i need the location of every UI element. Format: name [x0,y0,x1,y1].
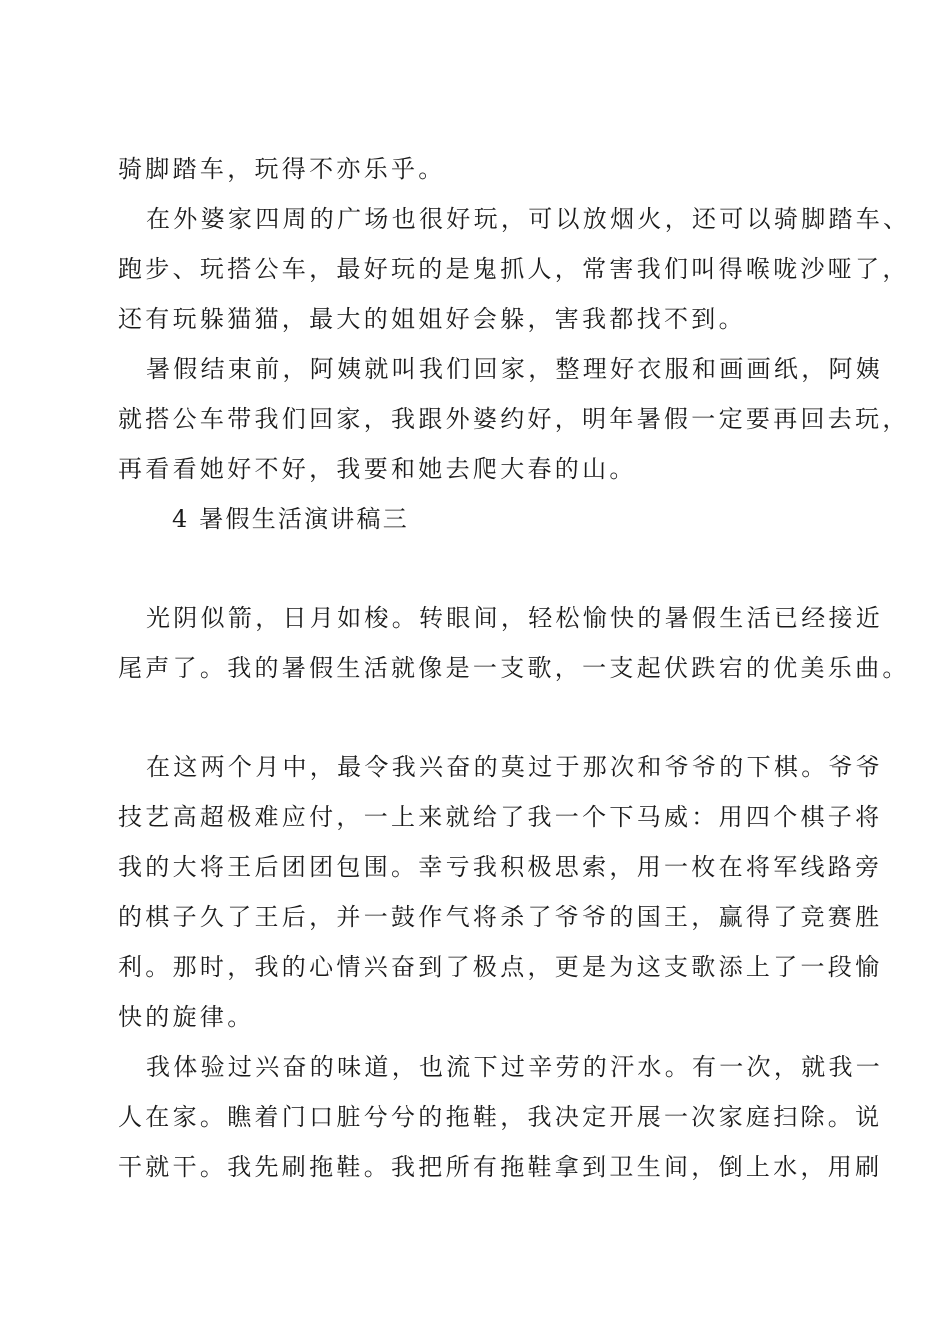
paragraph-line: 快的旋律。 [118,1003,255,1031]
paragraph-line: 还有玩躲猫猫，最大的姐姐好会躲，害我都找不到。 [118,305,746,333]
paragraph-line: 我体验过兴奋的味道，也流下过辛劳的汗水。有一次，就我一 [146,1053,884,1081]
paragraph-line: 在外婆家四周的广场也很好玩，可以放烟火，还可以骑脚踏车、 [146,205,911,233]
paragraph-line: 再看看她好不好，我要和她去爬大春的山。 [118,455,637,483]
paragraph-line: 在这两个月中，最令我兴奋的莫过于那次和爷爷的下棋。爷爷 [146,753,884,781]
paragraph-line: 利。那时，我的心情兴奋到了极点，更是为这支歌添上了一段愉 [118,953,883,981]
paragraph-line: 骑脚踏车，玩得不亦乐乎。 [118,155,446,183]
section-heading: 4 暑假生活演讲稿三 [172,505,409,533]
paragraph-line: 就搭公车带我们回家，我跟外婆约好，明年暑假一定要再回去玩， [118,405,910,433]
paragraph-line: 我的大将王后团团包围。幸亏我积极思索，用一枚在将军线路旁 [118,853,883,881]
paragraph-line: 的棋子久了王后，并一鼓作气将杀了爷爷的国王，赢得了竞赛胜 [118,903,883,931]
paragraph-line: 光阴似箭，日月如梭。转眼间，轻松愉快的暑假生活已经接近 [146,604,884,632]
paragraph-line: 技艺高超极难应付，一上来就给了我一个下马威：用四个棋子将 [118,803,883,831]
paragraph-line: 人在家。瞧着门口脏兮兮的拖鞋，我决定开展一次家庭扫除。说 [118,1103,883,1131]
paragraph-line: 尾声了。我的暑假生活就像是一支歌，一支起伏跌宕的优美乐曲。 [118,654,910,682]
paragraph-line: 干就干。我先刷拖鞋。我把所有拖鞋拿到卫生间，倒上水，用刷 [118,1153,883,1181]
paragraph-line: 跑步、玩搭公车，最好玩的是鬼抓人，常害我们叫得喉咙沙哑了， [118,255,910,283]
paragraph-line: 暑假结束前，阿姨就叫我们回家，整理好衣服和画画纸，阿姨 [146,355,884,383]
